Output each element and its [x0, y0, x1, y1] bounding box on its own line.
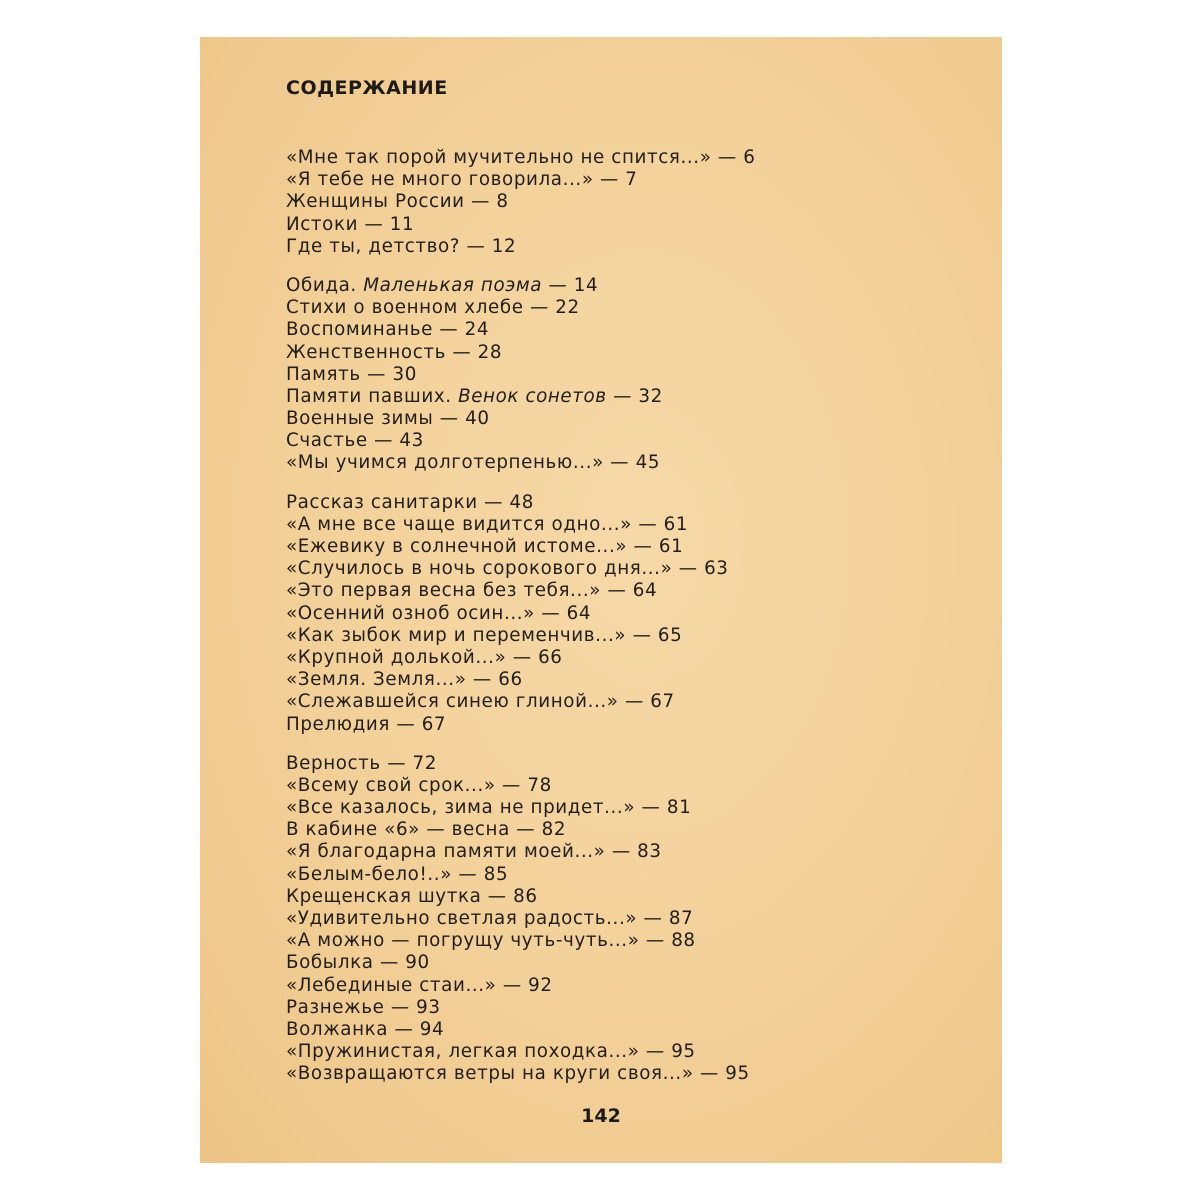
toc-entry: [286, 169, 986, 191]
toc-entry-text: Крещенская шутка — 86: [286, 885, 538, 907]
toc-entry: [286, 558, 986, 580]
toc-entry-text: Счастье — 43: [286, 430, 424, 452]
toc-entry-text: «Удивительно светлая радость...» — 87: [286, 908, 694, 929]
toc-section: [286, 492, 986, 736]
toc-entry-text: «Ежевику в солнечной истоме...» — 61: [286, 536, 684, 557]
toc-section: [286, 275, 986, 475]
toc-entry-text: Верность — 72: [286, 752, 437, 774]
toc-entry-text: «А мне все чаще видится одно...» — 61: [286, 513, 689, 535]
toc-entry: [286, 536, 986, 558]
toc-entry-text: «Я благодарна памяти моей...» — 83: [286, 841, 662, 863]
toc-entry: [286, 364, 986, 386]
toc-entry-text: Памяти павших.: [286, 385, 459, 407]
toc-entry-text: Военные зимы — 40: [286, 408, 490, 430]
toc-entry: [286, 691, 986, 713]
toc-entry-text: «Мы учимся долготерпенью...» — 45: [286, 452, 661, 474]
toc-section: [286, 753, 986, 1086]
toc-entry-text: Воспоминанье — 24: [286, 319, 490, 341]
toc-entry: [286, 975, 986, 997]
toc-entry: [286, 603, 986, 625]
toc-entry: [286, 1041, 986, 1063]
toc-entry: [286, 430, 986, 452]
toc-entry-text: Прелюдия — 67: [286, 713, 447, 735]
toc-entry-text: «Случилось в ночь сорокового дня...» — 63: [286, 558, 729, 580]
toc-entry: [286, 342, 986, 364]
toc-entry: [286, 819, 986, 841]
toc-entry-text: Память — 30: [286, 363, 417, 385]
toc-entry: [286, 647, 986, 669]
toc-entry-text: «Пружинистая, легкая походка...» — 95: [286, 1041, 696, 1063]
toc-entry-page: — 14: [542, 274, 599, 296]
toc-entry: [286, 514, 986, 536]
toc-entry: [286, 952, 986, 974]
toc-entry-subtitle: Маленькая поэма: [363, 274, 543, 296]
table-of-contents: [286, 147, 986, 1103]
toc-entry: [286, 492, 986, 514]
toc-entry-text: Стихи о военном хлебе — 22: [286, 297, 580, 319]
toc-entry-text: Рассказ санитарки — 48: [286, 491, 534, 513]
toc-entry-text: «Лебединые стаи...» — 92: [286, 974, 553, 996]
toc-entry-text: Волжанка — 94: [286, 1018, 445, 1040]
toc-entry: [286, 625, 986, 647]
toc-entry: [286, 714, 986, 736]
toc-entry: [286, 452, 986, 474]
toc-entry: [286, 797, 986, 819]
toc-entry: [286, 886, 986, 908]
book-page: [200, 37, 1002, 1163]
toc-entry-text: «Слежавшейся синею глиной...» — 67: [286, 691, 675, 713]
toc-entry-text: Истоки — 11: [286, 213, 415, 235]
toc-entry-text: Где ты, детство? — 12: [286, 235, 517, 257]
toc-entry: [286, 669, 986, 691]
toc-entry-text: В кабине «6» — весна — 82: [286, 819, 567, 841]
toc-entry-text: «Осенний озноб осин...» — 64: [286, 602, 592, 624]
toc-entry: [286, 214, 986, 236]
toc-entry-text: «Как зыбок мир и переменчив...» — 65: [286, 624, 683, 646]
toc-entry-text: «Все казалось, зима не придет...» — 81: [286, 797, 692, 819]
toc-section: [286, 147, 986, 258]
toc-entry: [286, 386, 986, 408]
toc-entry: [286, 580, 986, 602]
toc-entry: [286, 236, 986, 258]
toc-entry: [286, 930, 986, 952]
page-title: СОДЕРЖАНИЕ: [286, 77, 448, 99]
toc-entry-text: «Мне так порой мучительно не спится...» — 6: [286, 147, 756, 168]
toc-entry: [286, 1063, 986, 1085]
toc-entry: [286, 408, 986, 430]
toc-entry-text: Разнежье — 93: [286, 996, 441, 1018]
toc-entry: [286, 191, 986, 213]
toc-entry: [286, 275, 986, 297]
toc-entry: [286, 908, 986, 930]
toc-entry: [286, 997, 986, 1019]
toc-entry-text: «Я тебе не много говорила...» — 7: [286, 169, 638, 191]
toc-entry-text: Бобылка — 90: [286, 952, 430, 974]
toc-entry-text: «Возвращаются ветры на круги своя...» — 95: [286, 1063, 750, 1085]
toc-entry-text: «А можно — погрущу чуть-чуть...» — 88: [286, 930, 696, 952]
toc-entry: [286, 775, 986, 797]
toc-entry-text: Женщины России — 8: [286, 191, 509, 213]
toc-entry: [286, 841, 986, 863]
toc-entry-text: Обида.: [286, 274, 364, 296]
toc-entry-text: «Земля. Земля...» — 66: [286, 669, 523, 691]
toc-entry: [286, 1019, 986, 1041]
toc-entry: [286, 319, 986, 341]
toc-entry-text: Женственность — 28: [286, 341, 503, 363]
toc-entry: [286, 864, 986, 886]
toc-entry-text: «Белым-бело!..» — 85: [286, 863, 509, 885]
toc-entry: [286, 753, 986, 775]
toc-entry: [286, 147, 986, 169]
toc-entry-page: — 32: [606, 385, 663, 407]
toc-entry: [286, 297, 986, 319]
toc-entry-text: «Это первая весна без тебя...» — 64: [286, 580, 658, 602]
toc-entry-text: «Всему свой срок...» — 78: [286, 774, 552, 796]
page-number: 142: [581, 1105, 621, 1127]
toc-entry-text: «Крупной долькой...» — 66: [286, 646, 563, 668]
toc-entry-subtitle: Венок сонетов: [458, 385, 607, 407]
